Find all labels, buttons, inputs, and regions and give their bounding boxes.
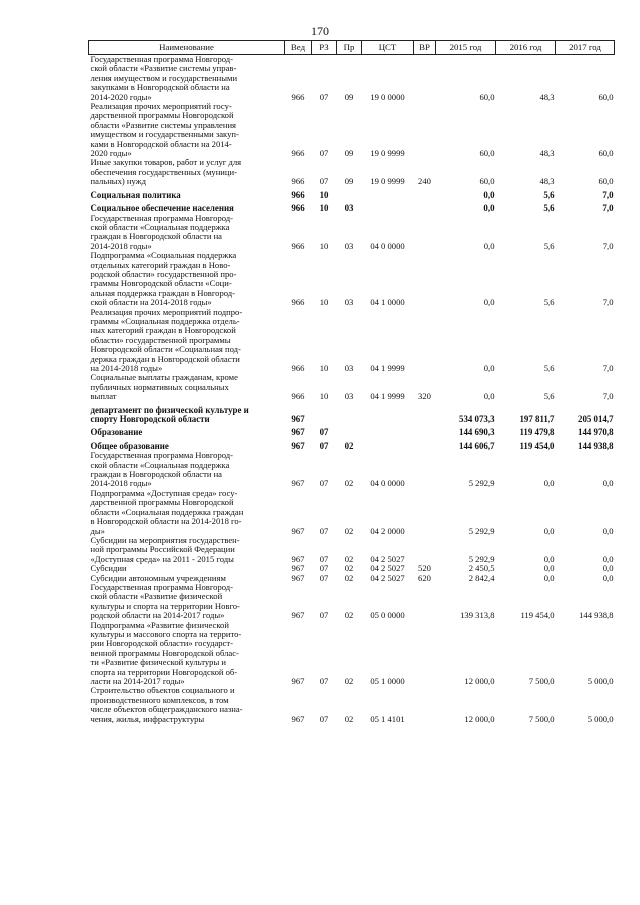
- row-name-line: ской области «Социальная поддержка: [90, 221, 230, 232]
- row-name: [89, 402, 285, 425]
- row-name: [89, 187, 285, 200]
- row-ved: 967: [291, 414, 305, 425]
- row-vr: [414, 55, 436, 103]
- row-2016: 48,3: [539, 91, 555, 102]
- row-vr: [414, 308, 436, 374]
- row-name-line: ской области «Развитие системы управ-: [90, 63, 237, 74]
- row-name-line: ской области на 2014-2018 годы»: [90, 297, 212, 308]
- row-name-line: области «Социальная поддержка граждан: [90, 506, 244, 517]
- row-2015: 534 073,3: [459, 414, 495, 425]
- row-pr: 02: [344, 440, 354, 451]
- row-name: [89, 214, 285, 252]
- row-2016: 5,6: [543, 189, 555, 200]
- row-name-line: чения, жилья, инфраструктуры: [90, 713, 205, 724]
- row-ved: 967: [291, 440, 305, 451]
- row-2015: 60,0: [479, 176, 495, 187]
- header-2016: 2016 год: [496, 41, 556, 55]
- row-vr: [414, 438, 436, 451]
- row-cst: 04 1 9999: [370, 391, 405, 402]
- table-row: [89, 536, 615, 564]
- row-vr: 520: [418, 563, 431, 574]
- row-name: [89, 373, 285, 401]
- row-name-line: отдельных категорий граждан в Ново-: [90, 259, 231, 270]
- row-name-line: Государственная программа Новгород-: [90, 54, 234, 64]
- row-name-line: публичных нормативных социальных: [90, 381, 229, 392]
- row-name-line: ной программы Российской Федерации: [90, 544, 235, 555]
- row-name-line: ской области «Социальная поддержка: [90, 459, 230, 470]
- table-row: [89, 187, 615, 200]
- row-2017: 5 000,0: [587, 713, 614, 724]
- row-name: [89, 200, 285, 213]
- row-pr: 02: [344, 478, 354, 489]
- row-ved: 966: [291, 297, 305, 308]
- row-2017: 0,0: [602, 563, 614, 574]
- row-2015: 144 690,3: [459, 427, 495, 438]
- row-pr: 09: [344, 176, 354, 187]
- row-pr: 03: [344, 297, 354, 308]
- row-2016: 0,0: [543, 563, 555, 574]
- row-cst: 05 1 0000: [370, 676, 405, 686]
- row-name-line: Субсидии: [90, 563, 127, 574]
- row-2016: 0,0: [543, 553, 555, 564]
- row-2017: 7,0: [602, 297, 614, 308]
- row-2017: 144 938,8: [579, 610, 614, 621]
- row-rz: [312, 402, 337, 425]
- row-pr: 02: [344, 610, 354, 621]
- row-2017: 5 000,0: [587, 676, 614, 686]
- row-vr: [414, 214, 436, 252]
- row-cst: 04 2 5027: [370, 563, 405, 574]
- row-2015: 0,0: [483, 240, 495, 251]
- row-rz: 07: [319, 427, 329, 438]
- header-pr: Пр: [337, 41, 362, 55]
- row-2016: 119 454,0: [520, 610, 555, 621]
- row-name-line: 2014-2018 годы»: [90, 240, 152, 251]
- row-ved: 967: [291, 572, 305, 583]
- row-ved: 966: [291, 363, 305, 373]
- row-rz: 07: [319, 676, 329, 686]
- row-vr: 620: [418, 572, 431, 583]
- row-name-line: пальных) нужд: [90, 176, 146, 187]
- row-pr: [337, 402, 362, 425]
- row-ved: 967: [291, 676, 305, 686]
- row-name-line: выплат: [90, 391, 117, 402]
- row-cst: 04 0 0000: [370, 478, 405, 489]
- table-row: [89, 489, 615, 536]
- row-rz: 07: [319, 148, 329, 159]
- table-row: [89, 251, 615, 307]
- row-2017: 7,0: [602, 203, 614, 214]
- header-ved: Вед: [285, 41, 312, 55]
- row-vr: [414, 424, 436, 437]
- row-2016: 119 454,0: [519, 440, 555, 451]
- table-row: [89, 55, 615, 103]
- row-name-line: Социальная политика: [90, 189, 181, 200]
- row-name-line: числе объектов общегражданского назна-: [90, 704, 243, 715]
- row-name-line: альная поддержка граждан в Новгород-: [90, 287, 236, 298]
- row-ved: 966: [291, 189, 305, 200]
- header-2017: 2017 год: [556, 41, 615, 55]
- row-2017: 60,0: [598, 91, 614, 102]
- row-name: [89, 451, 285, 489]
- row-pr: 02: [344, 572, 354, 583]
- row-vr: [414, 621, 436, 687]
- table-row: [89, 686, 615, 724]
- row-vr: [414, 187, 436, 200]
- row-name-line: 2014-2018 годы»: [90, 478, 152, 489]
- row-name-line: Образование: [90, 427, 143, 438]
- row-2017: 7,0: [602, 189, 614, 200]
- table-row: [89, 438, 615, 451]
- row-2017: 0,0: [602, 553, 614, 564]
- row-2015: 139 313,8: [460, 610, 495, 621]
- row-2016: 0,0: [543, 572, 555, 583]
- row-rz: 07: [319, 713, 329, 724]
- row-2017: 60,0: [598, 176, 614, 187]
- row-name-line: Подпрограмма «Социальная поддержка: [90, 250, 237, 261]
- row-name-line: имуществом и государственными закуп-: [90, 129, 239, 140]
- row-cst: [362, 187, 414, 200]
- row-2015: 60,0: [479, 91, 495, 102]
- row-rz: 10: [319, 240, 329, 251]
- row-name-line: ды»: [90, 525, 105, 536]
- row-name: [89, 251, 285, 307]
- row-rz: 07: [319, 525, 329, 536]
- row-2016: 48,3: [539, 148, 555, 159]
- row-name-line: дарственной программы Новгородской: [90, 497, 234, 508]
- row-2015: 0,0: [483, 203, 495, 214]
- row-2016: 119 479,8: [519, 427, 555, 438]
- row-name-line: Государственная программа Новгород-: [90, 212, 234, 223]
- row-rz: 07: [319, 572, 329, 583]
- row-pr: 02: [344, 563, 354, 574]
- row-name-line: венной программы Новгородской облас-: [90, 647, 239, 658]
- row-ved: 967: [291, 713, 305, 724]
- row-name-line: Строительство объектов социального и: [90, 685, 235, 696]
- table-header-row: [89, 41, 615, 55]
- row-ved: 966: [291, 203, 305, 214]
- row-name-line: родской области» государственной про-: [90, 268, 237, 279]
- row-name-line: закупками в Новгородской области на: [90, 82, 230, 93]
- row-name-line: Субсидии на мероприятия государствен-: [90, 534, 240, 545]
- row-2016: 48,3: [539, 176, 555, 187]
- row-2017: 7,0: [602, 240, 614, 251]
- row-rz: 10: [319, 363, 329, 373]
- row-2015: 0,0: [483, 189, 495, 200]
- row-name-line: «Доступная среда» на 2011 - 2015 годы: [90, 553, 234, 564]
- row-ved: 967: [291, 563, 305, 574]
- row-2015: 2 842,4: [468, 572, 495, 583]
- row-name-line: ных категорий граждан в Новгородской: [90, 325, 236, 336]
- row-rz: 07: [319, 440, 329, 451]
- row-cst: 19 0 9999: [370, 176, 405, 187]
- row-name-line: Субсидии автономным учреждениям: [90, 572, 226, 583]
- row-name-line: Государственная программа Новгород-: [90, 581, 234, 592]
- row-2017: 144 938,8: [578, 440, 614, 451]
- row-pr: 03: [344, 363, 354, 373]
- table-row: [89, 214, 615, 252]
- row-name-line: производственного комплексов, в том: [90, 694, 229, 705]
- row-name: [89, 158, 285, 186]
- table-row: [89, 451, 615, 489]
- row-name: [89, 308, 285, 374]
- row-name-line: Общее образование: [90, 440, 169, 451]
- row-rz: 07: [319, 563, 329, 574]
- row-cst: 04 0 0000: [370, 240, 405, 251]
- row-name-line: Социальные выплаты гражданам, кроме: [90, 372, 238, 383]
- row-name-line: Социальное обеспечение населения: [90, 203, 234, 214]
- row-cst: 04 1 9999: [370, 363, 405, 373]
- table-row: [89, 373, 615, 401]
- row-2016: 5,6: [543, 363, 555, 373]
- row-vr: 320: [418, 391, 431, 402]
- row-pr: 03: [344, 203, 354, 214]
- row-name-line: ти «Развитие физической культуры и: [90, 657, 226, 668]
- row-2015: 12 000,0: [464, 676, 495, 686]
- table-row: [89, 200, 615, 213]
- row-2017: 0,0: [602, 572, 614, 583]
- row-ved: 967: [291, 553, 305, 564]
- header-rz: РЗ: [312, 41, 337, 55]
- table-row: [89, 308, 615, 374]
- header-2015: 2015 год: [436, 41, 496, 55]
- page-number: 170: [311, 24, 329, 38]
- row-ved: 966: [291, 176, 305, 187]
- row-name-line: Новгородской области «Социальная под-: [90, 344, 241, 355]
- row-vr: [414, 402, 436, 425]
- row-name: [89, 102, 285, 158]
- row-ved: 967: [291, 478, 305, 489]
- row-name-line: ления имуществом и государственными: [90, 72, 238, 83]
- row-name-line: ками в Новгородской области на 2014-: [90, 138, 232, 149]
- row-vr: [414, 451, 436, 489]
- table-row: [89, 402, 615, 425]
- row-name-line: 2020 годы»: [90, 148, 132, 159]
- row-2016: 5,6: [543, 391, 555, 402]
- row-2016: 5,6: [543, 240, 555, 251]
- row-2016: 7 500,0: [528, 676, 555, 686]
- row-name-line: Государственная программа Новгород-: [90, 450, 234, 461]
- budget-table: [88, 40, 615, 724]
- row-2015: 2 450,5: [468, 563, 495, 574]
- row-name-line: граммы Новгородской области «Соци-: [90, 278, 232, 289]
- row-pr: 02: [344, 525, 354, 536]
- header-cst: ЦСТ: [362, 41, 414, 55]
- row-cst: 19 0 0000: [370, 91, 405, 102]
- row-rz: 10: [319, 297, 329, 308]
- row-vr: [414, 489, 436, 536]
- row-ved: 966: [291, 240, 305, 251]
- row-name: [89, 438, 285, 451]
- row-name: [89, 621, 285, 687]
- header-vr: ВР: [414, 41, 436, 55]
- row-name-line: на 2014-2018 годы»: [90, 363, 163, 373]
- row-vr: [414, 102, 436, 158]
- row-2016: 197 811,7: [519, 414, 555, 425]
- row-ved: 966: [291, 148, 305, 159]
- row-pr: 02: [344, 676, 354, 686]
- row-name-line: культуры и массового спорта на террито-: [90, 628, 242, 639]
- row-name-line: области» государственной программы: [90, 334, 231, 345]
- row-name: [89, 686, 285, 724]
- table-row: [89, 102, 615, 158]
- row-vr: 240: [418, 176, 431, 187]
- row-rz: 07: [319, 176, 329, 187]
- row-name-line: родской области на 2014-2017 годы»: [90, 610, 225, 621]
- row-name: [89, 55, 285, 103]
- row-name-line: ской области «Развитие физической: [90, 591, 223, 602]
- row-cst: 04 2 5027: [370, 553, 405, 564]
- row-name-line: граждан в Новгородской области на: [90, 231, 222, 242]
- table-row: [89, 583, 615, 621]
- row-rz: 10: [319, 189, 329, 200]
- row-pr: 03: [344, 391, 354, 402]
- row-2017: 60,0: [598, 148, 614, 159]
- row-2017: 0,0: [602, 478, 614, 489]
- row-pr: [337, 424, 362, 437]
- row-2015: 0,0: [483, 363, 495, 373]
- row-cst: [362, 424, 414, 437]
- row-2016: 5,6: [543, 297, 555, 308]
- row-name-line: граждан в Новгородской области на: [90, 469, 222, 480]
- row-rz: 07: [319, 610, 329, 621]
- row-pr: 02: [344, 553, 354, 564]
- row-2015: 12 000,0: [464, 713, 495, 724]
- row-name-line: спорту Новгородской области: [90, 414, 210, 425]
- row-name-line: Подпрограмма «Развитие физической: [90, 619, 229, 630]
- row-name-line: области «Развитие системы управления: [90, 119, 236, 130]
- row-name-line: Подпрограмма «Доступная среда» госу-: [90, 487, 238, 498]
- row-name-line: в Новгородской области на 2014-2018 го-: [90, 516, 242, 527]
- row-cst: 05 1 4101: [370, 713, 405, 724]
- row-cst: [362, 402, 414, 425]
- row-name: [89, 489, 285, 536]
- header-name: Наименование: [89, 41, 285, 55]
- table-row: [89, 621, 615, 687]
- row-pr: 09: [344, 148, 354, 159]
- row-ved: 967: [291, 610, 305, 621]
- row-name-line: обеспечения государственных (муници-: [90, 166, 237, 177]
- row-ved: 966: [291, 91, 305, 102]
- row-cst: [362, 438, 414, 451]
- row-cst: 04 1 0000: [370, 297, 405, 308]
- row-vr: [414, 583, 436, 621]
- row-ved: 967: [291, 525, 305, 536]
- row-name-line: Реализация прочих мероприятий подпро-: [90, 306, 243, 317]
- row-2016: 5,6: [543, 203, 555, 214]
- row-pr: 09: [344, 91, 354, 102]
- row-name-line: рии Новгородской области» государст-: [90, 638, 233, 649]
- row-rz: 07: [319, 553, 329, 564]
- row-2015: 5 292,9: [468, 478, 495, 489]
- row-name-line: Иные закупки товаров, работ и услуг для: [90, 157, 242, 168]
- row-rz: 07: [319, 91, 329, 102]
- row-2015: 0,0: [483, 297, 495, 308]
- row-vr: [414, 251, 436, 307]
- row-name: [89, 536, 285, 564]
- row-2015: 5 292,9: [468, 553, 495, 564]
- row-2015: 144 606,7: [459, 440, 495, 451]
- row-rz: 10: [319, 391, 329, 402]
- row-2016: 7 500,0: [528, 713, 555, 724]
- row-rz: 07: [319, 478, 329, 489]
- row-name-line: культуры и спорта на территории Новго-: [90, 600, 240, 611]
- row-2016: 0,0: [543, 478, 555, 489]
- row-cst: 04 2 0000: [370, 525, 405, 536]
- row-2017: 0,0: [602, 525, 614, 536]
- row-name-line: Реализация прочих мероприятий госу-: [90, 101, 232, 112]
- row-vr: [414, 200, 436, 213]
- row-cst: [362, 200, 414, 213]
- row-cst: 05 0 0000: [370, 610, 405, 621]
- row-2017: 7,0: [602, 363, 614, 373]
- row-ved: 966: [291, 391, 305, 402]
- row-name: [89, 583, 285, 621]
- row-2015: 60,0: [479, 148, 495, 159]
- row-name-line: департамент по физической культуре и: [90, 404, 249, 415]
- row-name-line: граммы «Социальная поддержка отдель-: [90, 315, 240, 326]
- row-2015: 0,0: [483, 391, 495, 402]
- row-2015: 5 292,9: [468, 525, 495, 536]
- row-2016: 0,0: [543, 525, 555, 536]
- row-vr: [414, 536, 436, 564]
- row-2017: 205 014,7: [578, 414, 614, 425]
- table-row: [89, 424, 615, 437]
- row-name-line: ласти на 2014-2017 годы»: [90, 676, 185, 686]
- row-2017: 144 970,8: [578, 427, 614, 438]
- table-row: [89, 158, 615, 186]
- row-pr: 03: [344, 240, 354, 251]
- row-name-line: спорта на территории Новгородской об-: [90, 666, 238, 677]
- row-name-line: держка граждан в Новгородской области: [90, 353, 240, 364]
- row-name-line: дарственной программы Новгородской: [90, 110, 234, 121]
- row-cst: 04 2 5027: [370, 572, 405, 583]
- row-cst: 19 0 9999: [370, 148, 405, 159]
- row-vr: [414, 686, 436, 724]
- row-name-line: 2014-2020 годы»: [90, 91, 152, 102]
- row-rz: 10: [319, 203, 329, 214]
- row-2017: 7,0: [602, 391, 614, 402]
- row-ved: 967: [291, 427, 305, 438]
- row-pr: 02: [344, 713, 354, 724]
- row-name: [89, 424, 285, 437]
- row-pr: [337, 187, 362, 200]
